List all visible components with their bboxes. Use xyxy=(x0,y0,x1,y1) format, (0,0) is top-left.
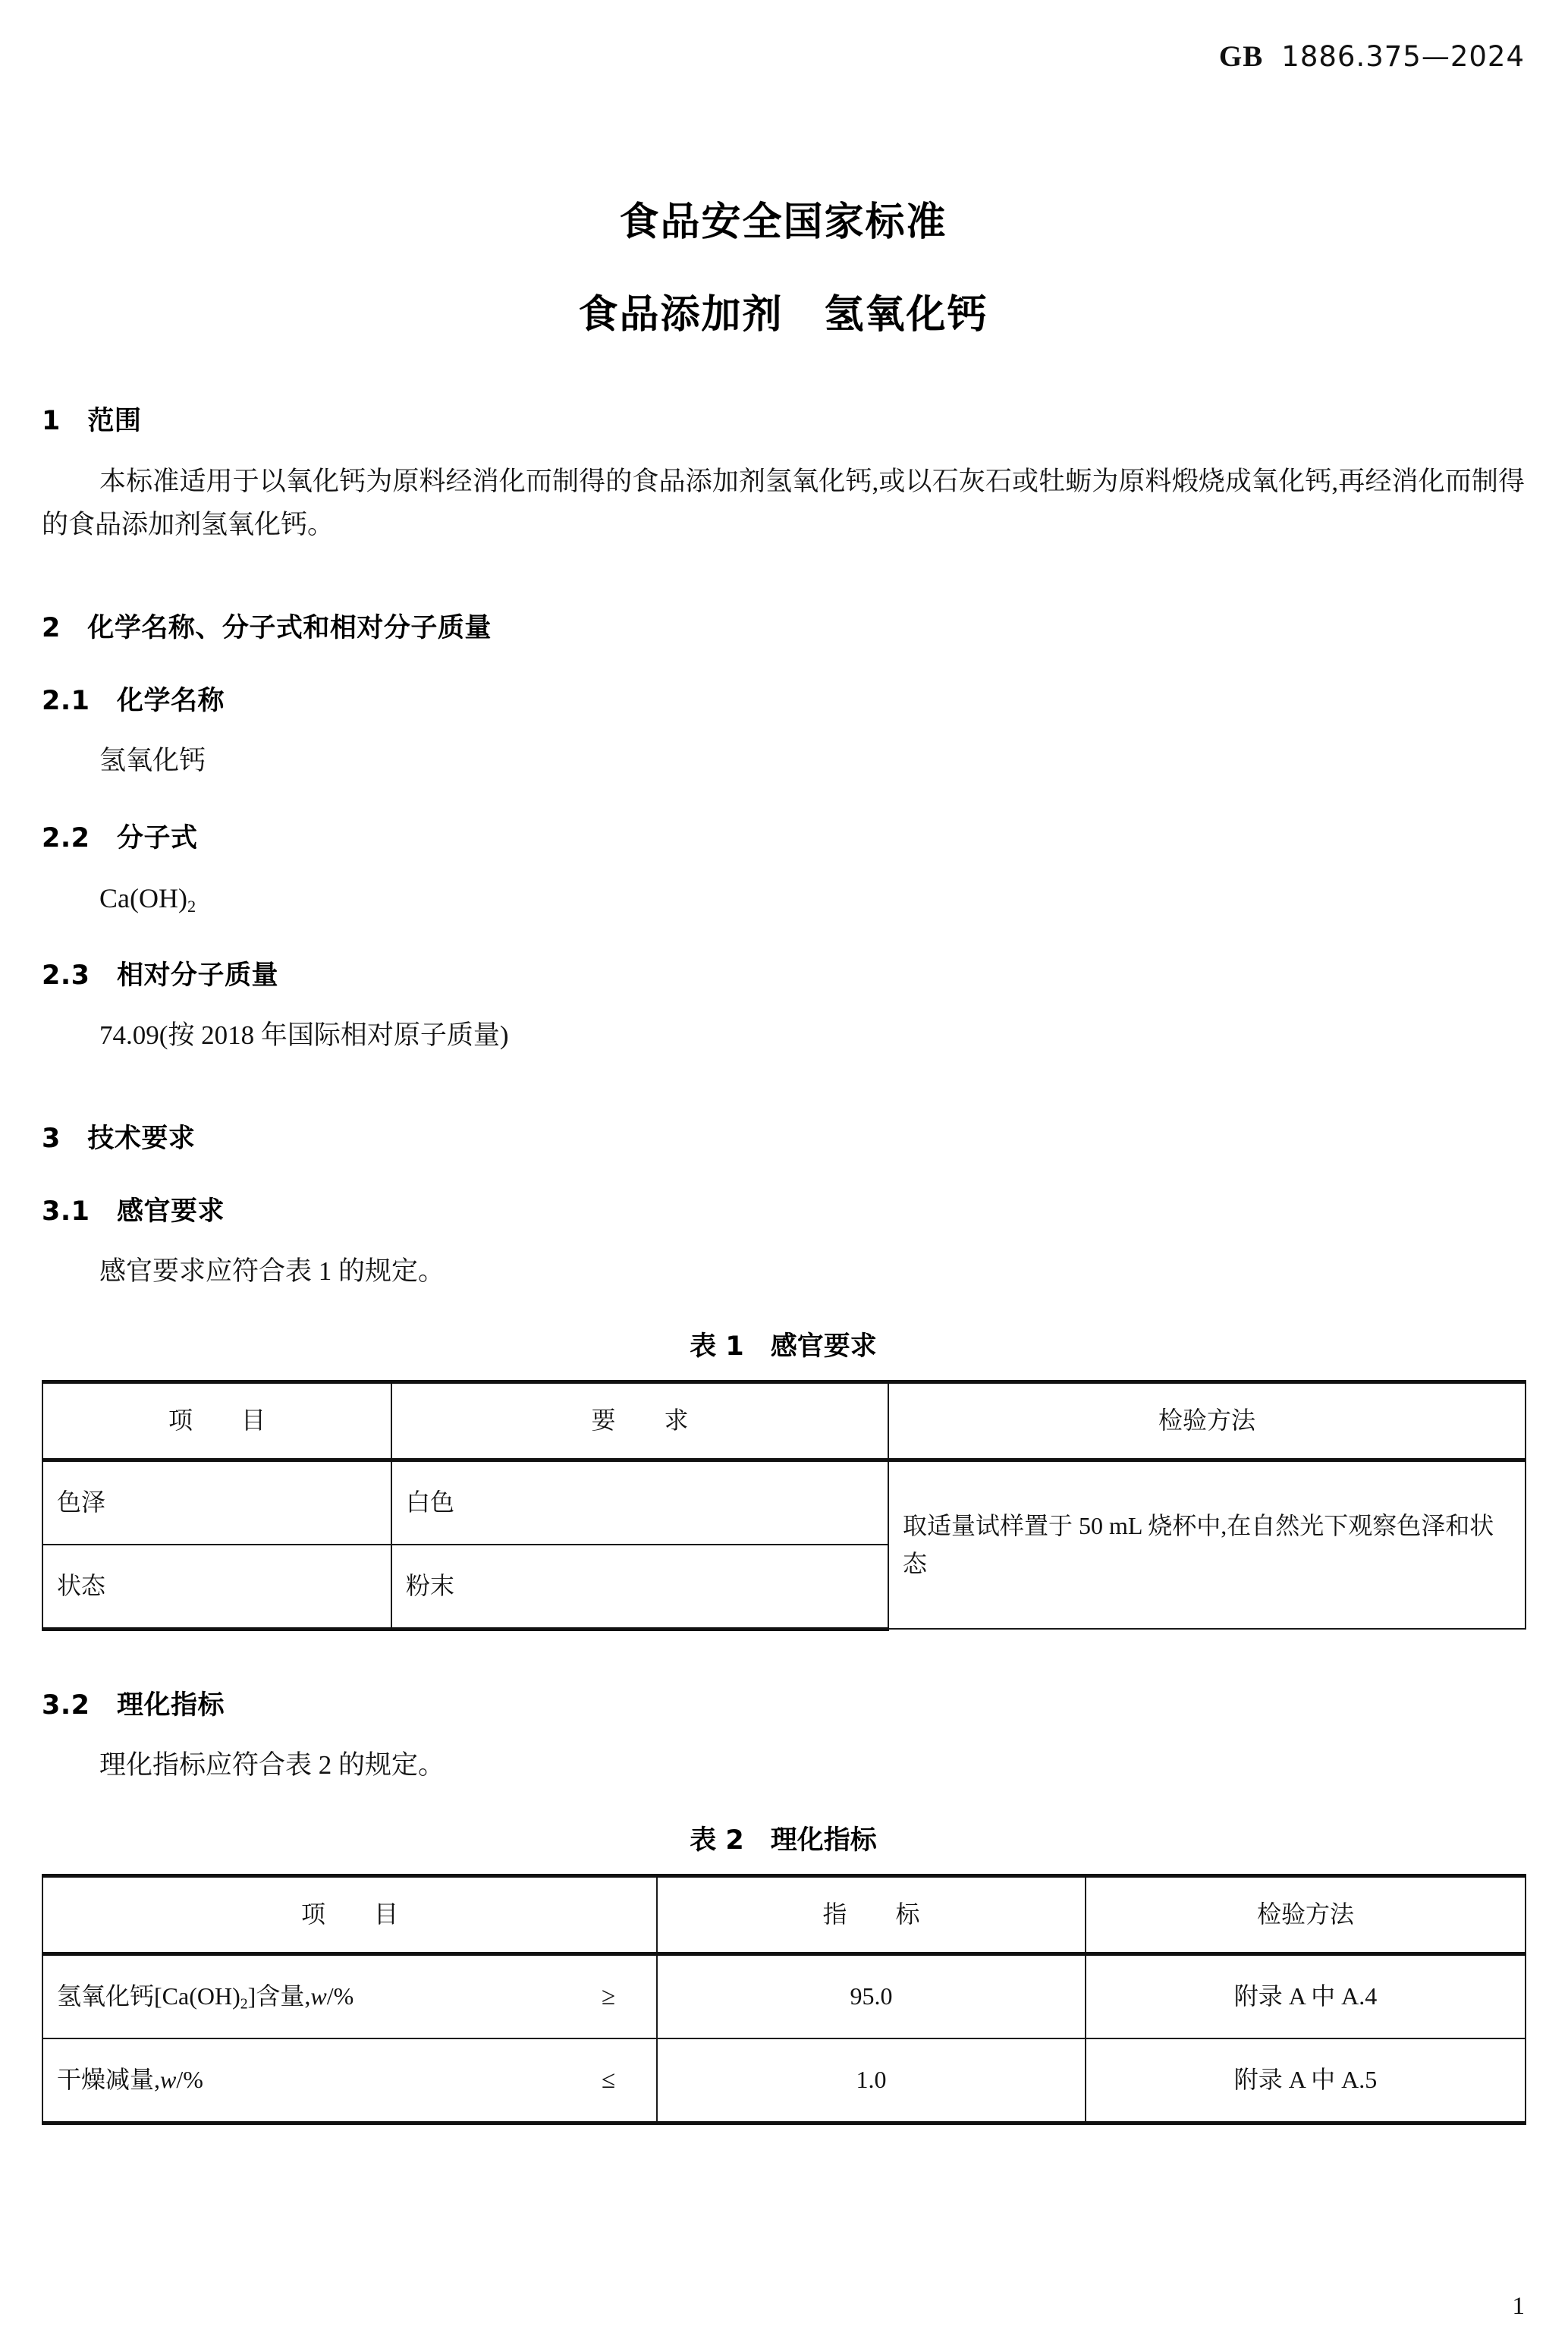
table-2-header-item: 项 目 xyxy=(42,1876,657,1954)
formula-subscript: 2 xyxy=(187,896,196,916)
table-2-physicochemical-indexes xyxy=(42,1874,1526,2125)
section-heading-3-2: 3.2 理化指标 xyxy=(42,1689,225,1721)
table-2-cell-method-loss: 附录 A 中 A.5 xyxy=(1086,2038,1526,2123)
table-2-item-label-loss xyxy=(57,2061,203,2099)
table-1-caption: 表 1 感官要求 xyxy=(690,1331,877,1362)
formula-base: Ca(OH) xyxy=(99,882,187,913)
table-2-sign-greater-equal: ≥ xyxy=(601,1982,615,2010)
table-row xyxy=(42,2038,1526,2123)
item-prefix: 干燥减量, xyxy=(57,2066,161,2094)
sensory-requirement-text: 感官要求应符合表 1 的规定。 xyxy=(99,1256,445,1286)
standard-code-number: 1886.375—2024 xyxy=(1281,40,1525,73)
table-2-cell-item-loss xyxy=(42,2038,657,2123)
table-2-header-method: 检验方法 xyxy=(1086,1876,1526,1954)
table-1-header-row xyxy=(42,1381,1526,1460)
section-heading-2-1: 2.1 化学名称 xyxy=(42,686,225,717)
table-2-header-index: 指 标 xyxy=(657,1876,1086,1954)
document-title-primary: 食品安全国家标准 xyxy=(619,200,947,245)
item-symbol: w xyxy=(160,2066,177,2094)
table-1-header-item: 项 目 xyxy=(42,1381,391,1460)
table-1-cell-method: 取适量试样置于 50 mL 烧杯中,在自然光下观察色泽和状态 xyxy=(888,1460,1526,1629)
section-heading-3-1: 3.1 感官要求 xyxy=(42,1196,225,1227)
table-2-cell-method-content: 附录 A 中 A.4 xyxy=(1086,1954,1526,2039)
table-2-sign-less-equal: ≤ xyxy=(601,2066,615,2094)
table-1-cell-item-state: 状态 xyxy=(42,1545,391,1630)
page-number: 1 xyxy=(1512,2293,1525,2320)
section-1-paragraph: 本标准适用于以氧化钙为原料经消化而制得的食品添加剂氢氧化钙,或以石灰石或牡蛎为原料煅烧成氧化钙,再经消化而制得的食品添加剂氢氧化钙。 xyxy=(42,467,1525,539)
table-row xyxy=(42,1954,1526,2039)
item-subscript: 2 xyxy=(240,1995,248,2013)
table-2-cell-index-content: 95.0 xyxy=(657,1954,1086,2039)
section-heading-2-2: 2.2 分子式 xyxy=(42,822,198,853)
item-suffix: ]含量, xyxy=(247,1982,311,2010)
item-symbol: w xyxy=(310,1982,327,2010)
table-2-header-row xyxy=(42,1876,1526,1954)
standard-code-prefix: GB xyxy=(1218,40,1264,73)
table-2-cell-index-loss: 1.0 xyxy=(657,2038,1086,2123)
molecular-formula-value xyxy=(42,878,1525,920)
section-heading-2-3: 2.3 相对分子质量 xyxy=(42,960,279,992)
section-heading-2: 2 化学名称、分子式和相对分子质量 xyxy=(42,613,492,644)
table-1-cell-item-color: 色泽 xyxy=(42,1460,391,1545)
item-unit: /% xyxy=(326,1982,354,2010)
document-title-secondary: 食品添加剂 氢氧化钙 xyxy=(578,292,988,338)
table-row xyxy=(42,1460,1526,1545)
table-2-item-label-content xyxy=(57,1978,354,2016)
molecular-weight-value: 74.09(按 2018 年国际相对原子质量) xyxy=(99,1020,509,1051)
item-unit: /% xyxy=(176,2066,203,2094)
document-content xyxy=(42,0,1525,2125)
table-1-header-method: 检验方法 xyxy=(888,1381,1526,1460)
section-heading-3: 3 技术要求 xyxy=(42,1123,196,1154)
chemical-name-value: 氢氧化钙 xyxy=(99,746,206,776)
table-1-sensory-requirements xyxy=(42,1380,1526,1631)
table-2-cell-item-content xyxy=(42,1954,657,2039)
section-heading-1: 1 范围 xyxy=(42,406,142,436)
table-1-header-requirement: 要 求 xyxy=(391,1381,888,1460)
physicochemical-index-text: 理化指标应符合表 2 的规定。 xyxy=(99,1749,445,1780)
table-1-cell-requirement-state: 粉末 xyxy=(391,1545,888,1630)
table-2-caption: 表 2 理化指标 xyxy=(690,1825,877,1856)
item-prefix: 氢氧化钙[Ca(OH) xyxy=(57,1982,240,2010)
table-1-cell-requirement-color: 白色 xyxy=(391,1460,888,1545)
